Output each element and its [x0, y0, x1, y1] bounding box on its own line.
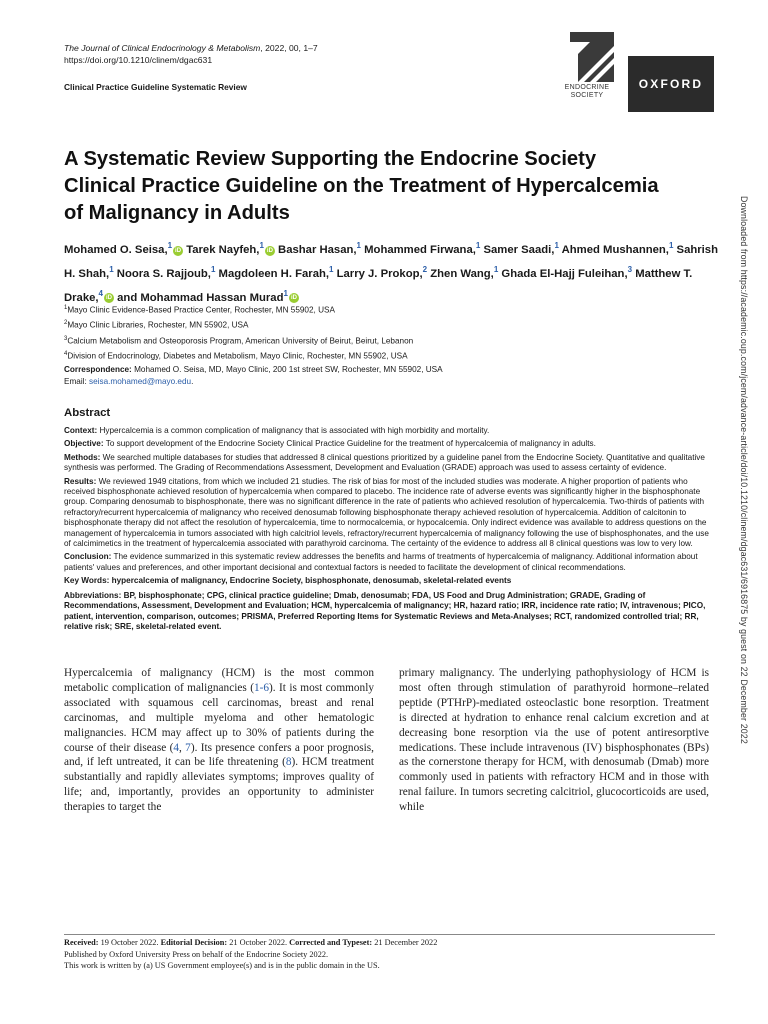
author-name[interactable]: Matthew T. Drake,	[64, 267, 693, 304]
abstract-conclusion: Conclusion: The evidence summarized in this systematic review addresses the benefits and harms of treatments of hypercalcemia of malignancy. Additional information about patients' values and preferences, and other important decisional and contextual factors is needed to facilitate the development of clinical recommendations.	[64, 552, 698, 572]
article-title: A Systematic Review Supporting the Endocrine Society Clinical Practice Guideline on the Treatment of Hypercalcemia of Malignancy in Adults	[64, 148, 659, 224]
abstract-body	[64, 426, 715, 635]
author-name[interactable]: Ahmed Mushannen,	[561, 243, 669, 256]
author-affiliation-number: 1	[475, 241, 481, 250]
oxford-logo: OXFORD	[628, 56, 714, 112]
download-notice: Downloaded from https://academic.oup.com/jcem/advance-article/doi/10.1210/clinem/dgac631/6916875 by guest on 22 December 2022	[739, 196, 749, 744]
author-affiliation-number: 1	[210, 264, 216, 274]
author-name[interactable]: Noora S. Rajjoub,	[116, 267, 211, 280]
author-list	[64, 236, 719, 307]
keywords: Key Words: hypercalcemia of malignancy, Endocrine Society, bisphosphonate, denosumab, skeletal-related events	[64, 576, 512, 586]
author-affiliation-number: 1	[109, 264, 114, 274]
author-name[interactable]: Zhen Wang,	[430, 267, 494, 280]
abstract-results: Results: We reviewed 1949 citations, from which we included 21 studies. The risk of bias for most of the included studies was moderate. A higher proportion of patients who received bisphosphonate achieved resolution of hypercalcemia when compared to placebo. The incidence rate of adverse events was significantly higher in the bisphosphonate group. Comparing denosumab to bisphosphonate, there was no significant difference in the rate of patients who achieved resolution of hypercalcemia. Two-thirds of patients with refractory/recurrent hypercalcemia of malignancy who received denosumab following bisphosphonate therapy achieved resolution of hypercalcemia. Addition of calcitonin to bisphosphonate therapy did not affect the resolution of hypercalcemia, time to normocalcemia, or hypocalcemia. Only indirect evidence was available to address questions on the management of hypercalcemia in tumors associated with high calcitriol levels, refractory/recurrent hypercalcemia of malignancy following the use of bisphosphonates, and the use of calcimimetics in the treatment of hypercalcemia associated with parathyroid carcinoma. The certainty of the evidence to address all 8 clinical questions was low to very low.	[64, 476, 709, 549]
author-name[interactable]: and Mohammad Hassan Murad	[117, 291, 284, 304]
author-affiliation-number: 1	[259, 241, 264, 250]
affiliation-4: $^4$Division of Endocrinology, Diabetes and Metabolism, Mayo Clinic, Rochester, MN 55902, USA	[64, 351, 408, 362]
orcid-icon[interactable]: iD	[106, 295, 112, 302]
orcid-icon[interactable]: iD	[290, 295, 297, 302]
reference-link[interactable]: 8	[285, 756, 292, 769]
body-column-left: Hypercalcemia of malignancy (HCM) is the most common metabolic complication of malignancies (1-6). It is most commonly associated with squamous cell carcinomas, breast and renal carcinomas, and multiple myeloma and other hematologic malignancies. HCM may affect up to 30% of patients during the course of their disease (4, 7). Its presence confers a poor prognosis, and, if left untreated, it can be life threatening (8). HCM treatment substantially and rapidly alleviates symptoms; improves quality of life; and, importantly, provides an opportunity to administer therapies to target the	[64, 667, 374, 814]
author-name[interactable]: Bashar Hasan,	[278, 243, 357, 256]
author-affiliation-number: 1	[167, 241, 173, 250]
email-line: Email: seisa.mohamed@mayo.edu.	[64, 377, 194, 387]
orcid-icon[interactable]: iD	[175, 247, 182, 254]
author-name[interactable]: Tarek Nayfeh,	[186, 243, 260, 256]
author-affiliation-number: 2	[422, 264, 428, 274]
author-affiliation-number: 1	[668, 241, 674, 250]
affiliation-2: $^2$Mayo Clinic Libraries, Rochester, MN 55902, USA	[64, 320, 249, 331]
license-line: This work is written by (a) US Government employee(s) and is in the public domain in the US.	[64, 961, 380, 971]
orcid-icon[interactable]: iD	[266, 247, 273, 254]
author-affiliation-number: 1	[283, 288, 288, 298]
author-name[interactable]: Ghada El-Hajj Fuleihan,	[501, 267, 628, 280]
endocrine-society-logo	[556, 32, 618, 120]
society-name-line2: SOCIETY	[570, 92, 604, 99]
journal-volume: , 2022, 00, 1–7	[260, 43, 318, 53]
author-affiliation-number: 1	[554, 241, 559, 250]
author-name[interactable]: Samer Saadi,	[483, 243, 555, 256]
journal-name: The Journal of Clinical Endocrinology & Metabolism	[64, 43, 261, 53]
footer-divider	[64, 934, 715, 935]
abbreviations: Abbreviations: BP, bisphosphonate; CPG, clinical practice guideline; Dmab, denosumab; FDA, US Food and Drug Administration; GRADE, Grading of Recommendations, Assessment, Development and Evaluation; HCM, hypercalcemia of malignancy; HR, hazard ratio; IRR, incidence rate ratio; IV, intravenous; PICO, patient, intervention, comparison, outcomes; PRISMA, Preferred Reporting Items for Systematic Reviews and Meta-Analyses; RCT, randomized controlled trial; RR, relative risk; SRE, skeletal-related event.	[64, 590, 706, 631]
reference-link[interactable]: 1-6	[253, 681, 270, 694]
reference-link[interactable]: 7	[185, 741, 191, 754]
email-link[interactable]: seisa.mohamed@mayo.edu	[89, 377, 192, 387]
journal-citation	[64, 42, 318, 66]
author-affiliation-number: 4	[98, 288, 103, 298]
affiliation-1: $^1$Mayo Clinic Evidence-Based Practice Center, Rochester, MN 55902, USA	[64, 305, 335, 315]
author-affiliation-number: 1	[356, 241, 361, 250]
reference-link[interactable]: 4	[173, 741, 179, 754]
abstract-methods: Methods: We searched multiple databases for studies that addressed 8 clinical questions prioritized by a guideline panel from the Endocrine Society. Quantitative and qualitative synthesis was performed. The Grading of Recommendations Assessment, Development and Evaluation (GRADE) approach was used to assess certainty of evidence.	[64, 452, 705, 473]
endocrine-society-mark-icon	[570, 32, 614, 82]
affiliations	[64, 302, 704, 389]
author-affiliation-number: 1	[493, 264, 499, 274]
download-watermark	[733, 196, 753, 816]
publisher-line: Published by Oxford University Press on behalf of the Endocrine Society 2022.	[64, 949, 329, 959]
publication-footer	[64, 937, 714, 972]
doi-link[interactable]: https://doi.org/10.1210/clinem/dgac631	[64, 55, 213, 65]
author-name[interactable]: Mohamed O. Seisa,	[64, 243, 168, 256]
author-name[interactable]: Sahrish H. Shah,	[64, 243, 718, 280]
author-name[interactable]: Larry J. Prokop,	[336, 267, 423, 280]
publication-dates: Received: 19 October 2022. Editorial Decision: 21 October 2022. Corrected and Typeset: 21 December 2022	[64, 938, 438, 947]
author-name[interactable]: Magdoleen H. Farah,	[218, 267, 330, 280]
society-name-line1: ENDOCRINE	[564, 84, 610, 91]
author-affiliation-number: 1	[329, 264, 334, 274]
abstract-objective: Objective: To support development of the Endocrine Society Clinical Practice Guideline for the treatment of hypercalcemia of malignancy in adults.	[64, 439, 596, 449]
article-type: Clinical Practice Guideline Systematic Review	[64, 82, 247, 92]
body-column-right: primary malignancy. The underlying pathophysiology of HCM is most often through stimulation of parathyroid hormone–related peptide (PTHrP)-mediated osteoclastic bone resorption. Treatment is directed at hydration to enhance renal calcium excretion and at decreasing bone resorption via the use of potent antiresorptive medications. These include intravenous (IV) bisphosphonates (BPs) as the cornerstone therapy for HCM, with denosumab (Dmab) more commonly used in patients with refractory HCM and in those with renal failure. In tumors secreting calcitriol, glucocorticoids are used, while	[399, 667, 709, 814]
author-affiliation-number: 3	[627, 264, 633, 274]
affiliation-3: $^3$Calcium Metabolism and Osteoporosis Program, American University of Beirut, Beirut, Lebanon	[64, 335, 414, 346]
author-name[interactable]: Mohammed Firwana,	[364, 243, 476, 256]
correspondence: Correspondence: Mohamed O. Seisa, MD, Mayo Clinic, 200 1st street SW, Rochester, MN 55902, USA	[64, 364, 443, 374]
abstract-context: Context: Hypercalcemia is a common complication of malignancy that is associated with high morbidity and mortality.	[64, 426, 490, 435]
abstract-heading: Abstract	[64, 407, 111, 419]
